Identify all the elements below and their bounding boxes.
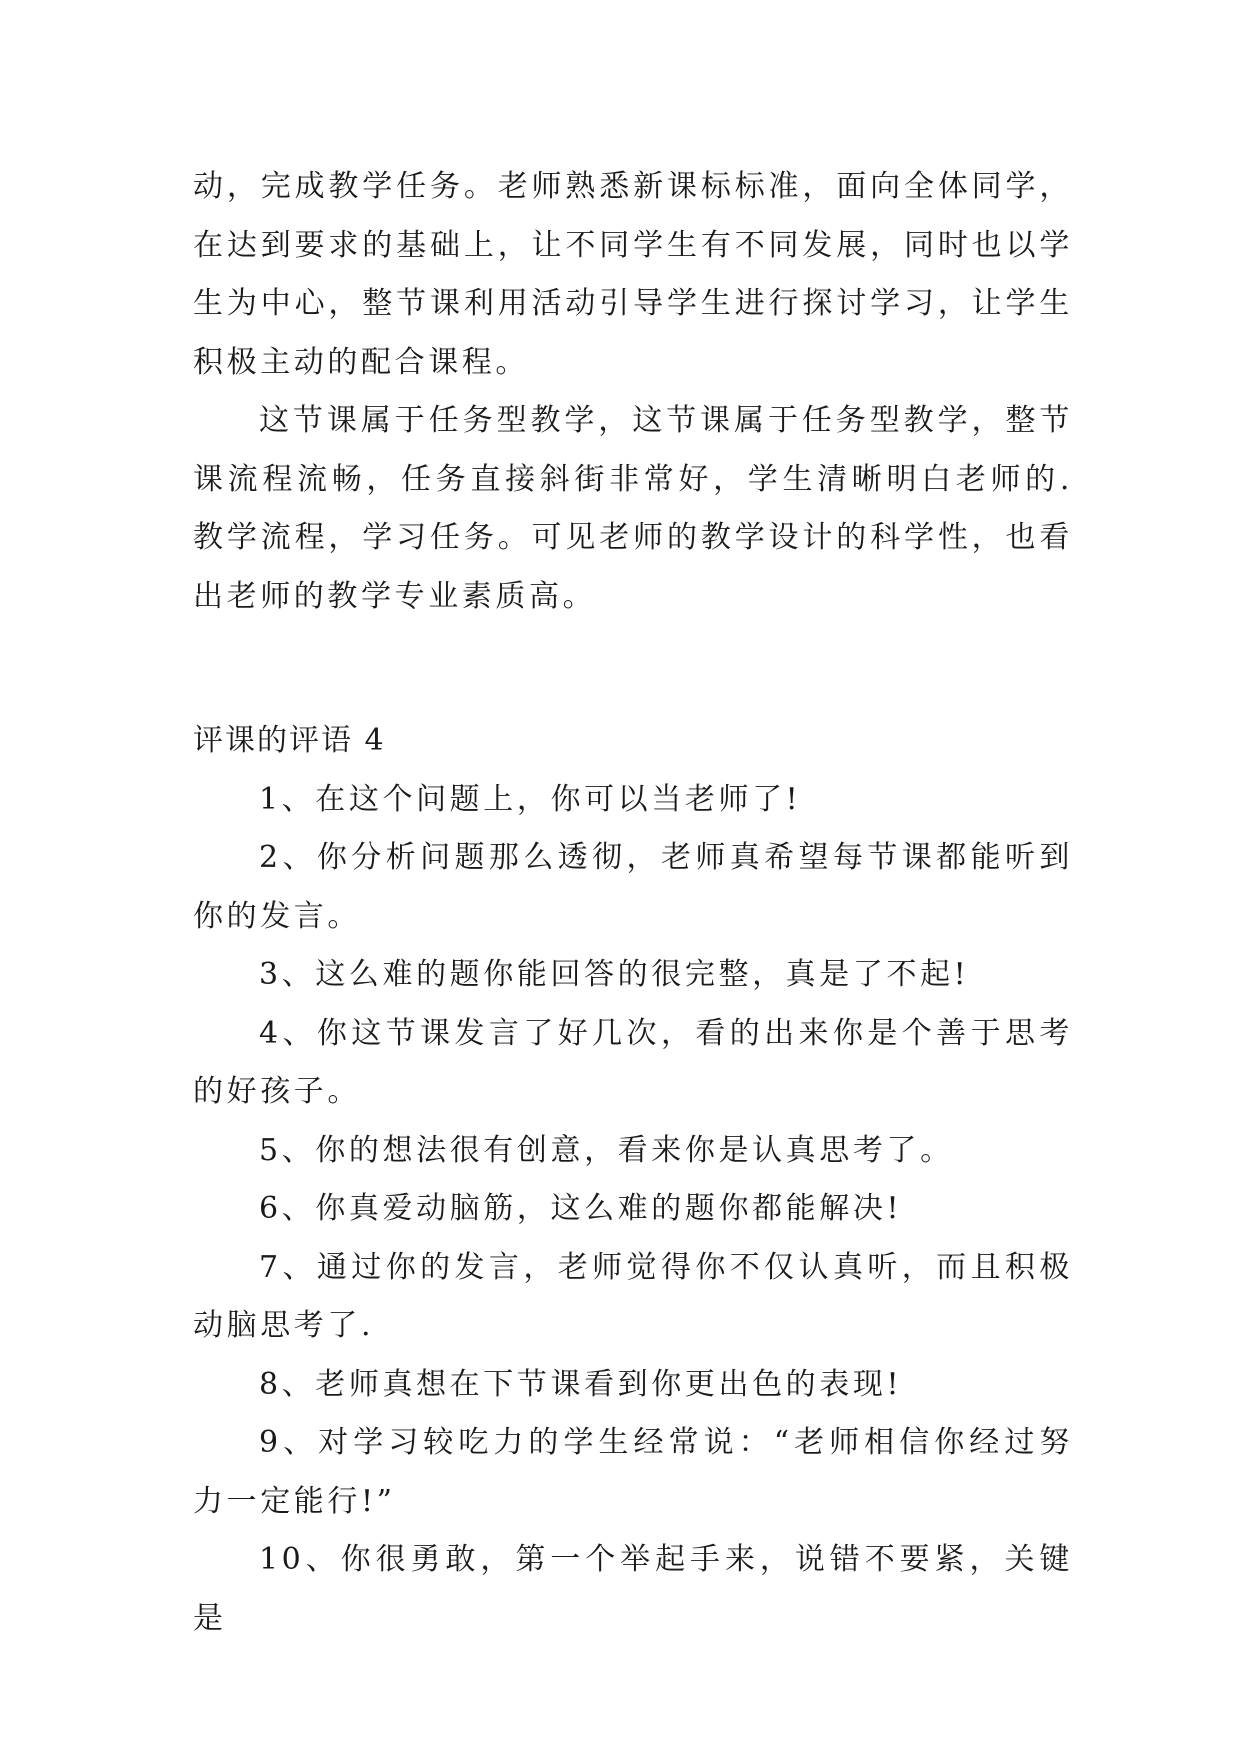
intro-paragraph-2: 这节课属于任务型教学，这节课属于任务型教学，整节课流程流畅，任务直接斜街非常好，学生清晰明白老师的.教学流程，学习任务。可见老师的教学设计的科学性，也看出老师的教学专业素质高。 bbox=[193, 403, 1073, 614]
comment-item-5: 5、你的想法很有创意，看来你是认真思考了。 bbox=[259, 1132, 954, 1168]
section-heading: 评课的评语 4 bbox=[193, 723, 386, 758]
comment-item-10: 10、你很勇敢，第一个举起手来，说错不要紧，关键是 bbox=[193, 1542, 1073, 1636]
comment-item-1: 1、在这个问题上，你可以当老师了! bbox=[259, 781, 802, 817]
comment-item-7: 7、通过你的发言，老师觉得你不仅认真听，而且积极动脑思考了. bbox=[193, 1249, 1073, 1343]
comment-item-3: 3、这么难的题你能回答的很完整，真是了不起! bbox=[259, 957, 970, 992]
document-body bbox=[193, 158, 1073, 1648]
intro-paragraph-1: 动，完成教学任务。老师熟悉新课标标准，面向全体同学，在达到要求的基础上，让不同学生有不同发展，同时也以学生为中心，整节课利用活动引导学生进行探讨学习，让学生积极主动的配合课程。 bbox=[193, 169, 1073, 380]
comment-item-2: 2、你分析问题那么透彻，老师真希望每节课都能听到你的发言。 bbox=[193, 840, 1073, 934]
comment-item-9: 9、对学习较吃力的学生经常说：“老师相信你经过努力一定能行!” bbox=[193, 1425, 1073, 1519]
comment-item-6: 6、你真爱动脑筋，这么难的题你都能解决! bbox=[259, 1191, 903, 1226]
comment-item-8: 8、老师真想在下节课看到你更出色的表现! bbox=[259, 1366, 903, 1402]
comment-item-4: 4、你这节课发言了好几次，看的出来你是个善于思考的好孩子。 bbox=[193, 1015, 1073, 1109]
